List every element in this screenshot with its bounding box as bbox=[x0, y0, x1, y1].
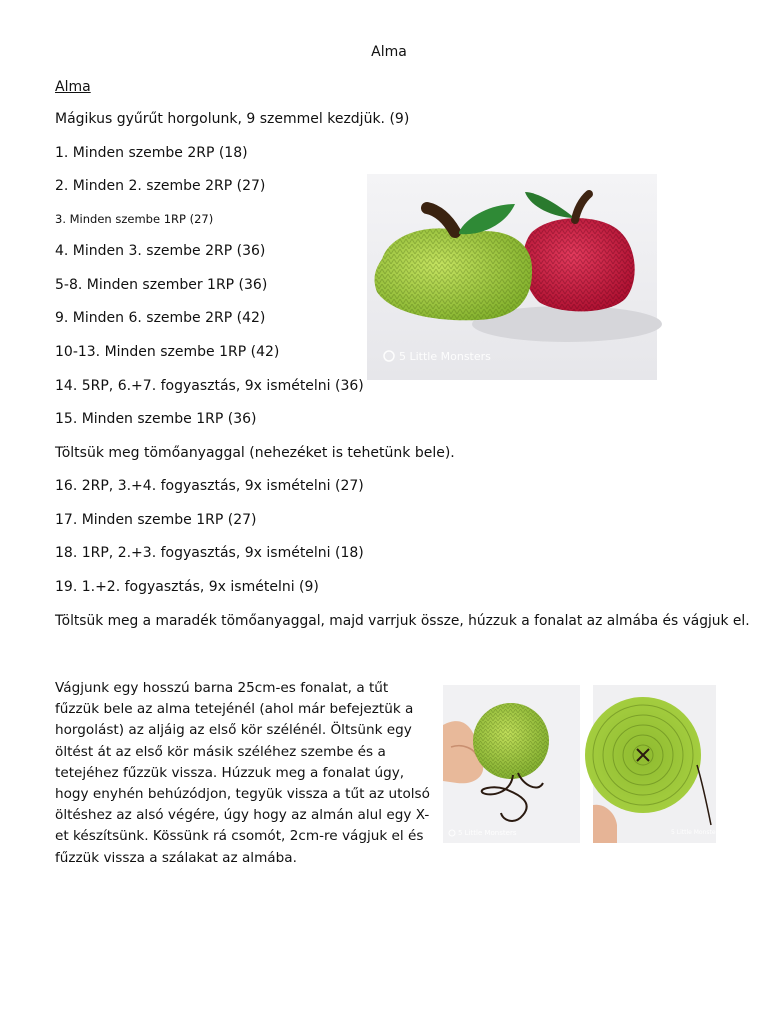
instruction-line: Töltsük meg tömőanyaggal (nehezéket is tehetünk bele). bbox=[55, 445, 455, 461]
instruction-line: 1. Minden szembe 2RP (18) bbox=[55, 145, 248, 161]
instruction-line: 18. 1RP, 2.+3. fogyasztás, 9x ismételni (18) bbox=[55, 545, 364, 561]
instruction-line: 2. Minden 2. szembe 2RP (27) bbox=[55, 178, 266, 194]
instruction-line: Töltsük meg a maradék tömőanyaggal, majd varrjuk össze, húzzuk a fonalat az almába és vágjuk el. bbox=[55, 613, 750, 629]
instruction-line: 15. Minden szembe 1RP (36) bbox=[55, 411, 257, 427]
instruction-line: 9. Minden 6. szembe 2RP (42) bbox=[55, 310, 266, 326]
document-title: Alma bbox=[371, 44, 407, 60]
instruction-line: 19. 1.+2. fogyasztás, 9x ismételni (9) bbox=[55, 579, 319, 595]
photo-watermark: 5 Little Monsters bbox=[399, 350, 491, 363]
instruction-line: 10-13. Minden szembe 1RP (42) bbox=[55, 344, 280, 360]
apple-bottom-illustration bbox=[593, 685, 716, 843]
step-photo-hand bbox=[443, 685, 580, 843]
instruction-line: 14. 5RP, 6.+7. fogyasztás, 9x ismételni (36) bbox=[55, 378, 364, 394]
step-photo-bottom bbox=[593, 685, 722, 843]
instruction-line: 16. 2RP, 3.+4. fogyasztás, 9x ismételni (27) bbox=[55, 478, 364, 494]
instruction-line: Mágikus gyűrűt horgolunk, 9 szemmel kezdjük. (9) bbox=[55, 111, 410, 127]
section-heading: Alma bbox=[55, 79, 91, 95]
finishing-paragraph: Vágjunk egy hosszú barna 25cm-es fonalat, a tűt fűzzük bele az alma tetejénél (ahol már befejeztük a horgolást) az aljáig az első kör szélénél. Öltsünk egy öltést át az első kör másik széléhez szembe és a tetejéhez fűzzük vissza. Húzzuk meg a fonalat úgy, hogy enyhén behúzódjon, tegyük vissza a tűt az utolsó öltéshez az alsó végére, úgy hogy az almán alul egy X-et készítsünk. Kössünk rá csomót, 2cm-re vágjuk el és fűzzük vissza a szálakat az almába. bbox=[55, 680, 430, 866]
instruction-line: 17. Minden szembe 1RP (27) bbox=[55, 512, 257, 528]
photo-watermark: 5 Little Monsters bbox=[458, 829, 517, 837]
hero-photo bbox=[367, 174, 657, 380]
photo-watermark: 5 Little Monsters bbox=[671, 829, 722, 836]
instruction-line: 3. Minden szembe 1RP (27) bbox=[55, 212, 214, 226]
instruction-line: 4. Minden 3. szembe 2RP (36) bbox=[55, 243, 266, 259]
instruction-line: 5-8. Minden szember 1RP (36) bbox=[55, 277, 268, 293]
hand-apple-illustration bbox=[443, 685, 580, 843]
